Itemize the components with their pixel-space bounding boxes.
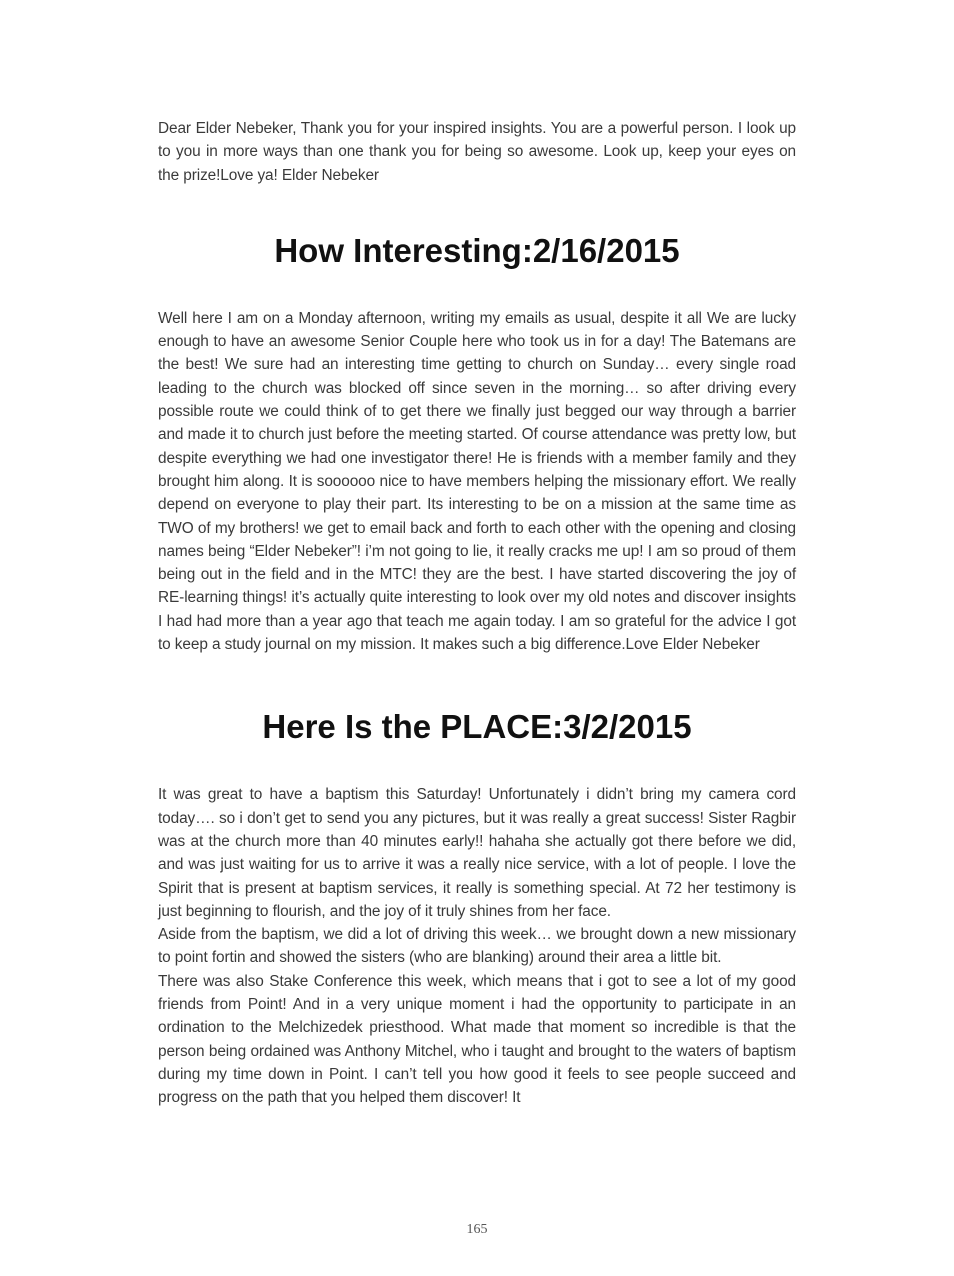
section-2-paragraph-3: There was also Stake Conference this week, which means that i got to see a lot of my good friends from Point! And in a very unique moment i had the opportunity to participate in an ordination to the Melchizedek priesthood. What made that moment so incredible is that the person being ordained was Anthony Mitchel, who i taught and brought to the waters of baptism during my time down in Point. I can’t tell you how good it feels to see people succeed and progress on the path that you helped them discover! It	[158, 972, 796, 1107]
section-heading-here-is-the-place: Here Is the PLACE:3/2/2015	[262, 708, 692, 746]
section-2-paragraph-1: It was great to have a baptism this Saturday! Unfortunately i didn’t bring my camera cord today…. so i don’t get to send you any pictures, but it was really a great success! Sister Ragbir was at the church more than 40 minutes early!! hahaha she actually got there before we did, and was just waiting for us to arrive it was a really nice service, with a lot of people. I love the Spirit that is present at baptism services, it really is something special. At 72 her testimony is just beginning to flourish, and the joy of it truly shines from her face.	[158, 786, 796, 920]
page-body	[158, 117, 796, 1110]
intro-paragraph: Dear Elder Nebeker, Thank you for your inspired insights. You are a powerful person. I look up to you in more ways than one thank you for being so awesome. Look up, keep your eyes on the prize!Love ya! Elder Nebeker	[158, 120, 796, 184]
section-2-paragraph-2: Aside from the baptism, we did a lot of driving this week… we brought down a new missionary to point fortin and showed the sisters (who are blanking) around their area a little bit.	[158, 926, 796, 967]
section-1-paragraph: Well here I am on a Monday afternoon, writing my emails as usual, despite it all We are lucky enough to have an awesome Senior Couple here who took us in for a day! The Batemans are the best! We sure had an interesting time getting to church on Sunday… every single road leading to the church was blocked off since seven in the morning… so after driving every possible route we could think of to get there we finally just begged our way through a barrier and made it to church just before the meeting started. Of course attendance was pretty low, but despite everything we had one investigator there! He is friends with a member family and they brought him along. It is soooooo nice to have members helping the missionary effort. We really depend on everyone to play their part. Its interesting to be on a mission at the same time as TWO of my brothers! we get to email back and forth to each other with the opening and closing names being “Elder Nebeker”! i’m not going to lie, it really cracks me up! I am so proud of them being out in the field and in the MTC! they are the best. I have started discovering the joy of RE-learning things! it’s actually quite interesting to look over my old notes and discover insights I had had more than a year ago that teach me again today. I am so grateful for the advice I got to keep a study journal on my mission. It makes such a big difference.Love Elder Nebeker	[158, 309, 796, 654]
page-number: 165	[466, 1222, 488, 1237]
section-heading-how-interesting: How Interesting:2/16/2015	[274, 231, 680, 269]
